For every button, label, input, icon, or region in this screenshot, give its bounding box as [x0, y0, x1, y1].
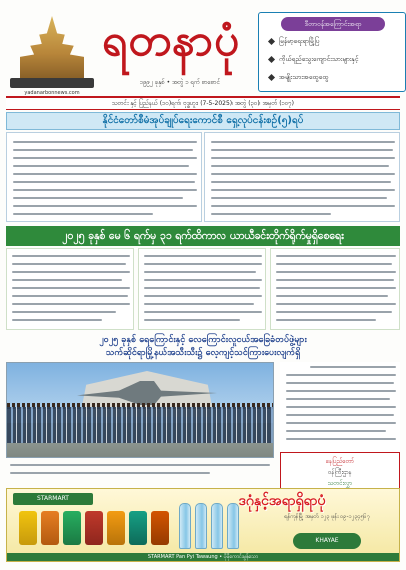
ad-company-logo: KHAYAE	[293, 533, 361, 549]
uniformed-group	[7, 407, 274, 443]
index-item[interactable]: အမျိုးသားအထွေထွေ	[269, 73, 403, 83]
bullet-icon	[268, 37, 275, 44]
product-can-icon	[19, 511, 37, 545]
bullet-icon	[268, 55, 275, 62]
newspaper-title: ရတနာပုံ	[102, 15, 241, 66]
ad-brand-badge: STARMART	[13, 493, 93, 505]
ad-title: ဒဂုံနှင့်အရာရှိရာပုံ	[238, 493, 326, 509]
water-bottle-icon	[179, 503, 191, 549]
product-can-icon	[85, 511, 103, 545]
group-photo-airbase	[6, 362, 274, 458]
headline-banner-period: ၂၀၂၅ ခုနှစ် မေ ၆ ရက်မှ ၃၁ ရက်ထိကာလ ယာယီခင်းတိုက်ရိုက်မှုရှိစေရေး	[6, 226, 400, 246]
photo-caption	[6, 460, 274, 484]
article-col-3	[270, 248, 400, 330]
ad-footer-strip: STARMART Pan Pyi Tawaung • ပိုမိုကောင်းမွန်သော	[7, 553, 399, 562]
ad-contact-info: ရန်ကုန်မြို့ အမှတ် ၁၂၃ ဖုန်း ၀၉-၁၂၃၄၅၆၇	[284, 514, 370, 520]
date-line: သတင်း နှင့် ပြည်နယ် (၁၀)ရက်၊ ဗုဒ္ဓဟူး၊ (7-5-2025)၊ အတွဲ (၃၀)၊ အမှတ် (၁၀၇)	[6, 96, 400, 110]
side-notice-box: နေပြည်တော် ဝန်ကြီးဌာန သတင်းလွှာ	[280, 452, 400, 490]
index-heading: ဒီတာဝန်အကြောင်းအရာ	[281, 17, 385, 31]
product-can-icon	[151, 511, 169, 545]
bullet-icon	[268, 73, 275, 80]
article-col-2	[138, 248, 266, 330]
headline-training-line1: ၂၀၂၅ ခုနှစ် ရေကြောင်းနှင့် လေကြောင်းလူငယ်အခြေခံတပ်ဖွဲ့များ	[99, 335, 307, 345]
emblem-base	[10, 78, 94, 88]
article-column-left	[6, 132, 202, 222]
index-item[interactable]: မြန်မာ့ရေးရာမြို့ပြ	[269, 37, 403, 47]
product-can-icon	[107, 511, 125, 545]
article-col-1	[6, 248, 134, 330]
pagoda-icon	[20, 16, 84, 78]
product-can-icon	[129, 511, 147, 545]
pagoda-emblem	[10, 10, 94, 94]
product-can-icon	[41, 511, 59, 545]
article-column-right	[204, 132, 400, 222]
index-box	[258, 12, 406, 92]
masthead	[6, 4, 400, 112]
index-item[interactable]: ကိုယ်ရည်သွေးကျောင်းသားများနှင့်	[269, 55, 403, 65]
product-advertisement[interactable]	[6, 488, 400, 562]
water-bottle-icon	[211, 503, 223, 549]
water-bottle-icon	[195, 503, 207, 549]
issue-line: ၁၉၉၂ ခုနှစ် • အတွဲ ၁ ရက် စာစောင်	[139, 79, 221, 86]
product-can-icon	[63, 511, 81, 545]
headline-training-line2: သက်ဆိုင်ရာမြို့နယ်အသီးသီး၌ လေ့ကျင့်သင်ကြားပေးလျက်ရှိ	[105, 348, 301, 358]
website-label: yadanarbonnews.com	[24, 90, 80, 96]
water-bottle-icon	[227, 503, 239, 549]
headline-banner-objectives: နိုင်ငံတော်စီမံအုပ်ချုပ်ရေးကောင်စီ ရှေ့လုပ်ငန်းစဉ်(၅)ရပ်	[6, 112, 400, 130]
